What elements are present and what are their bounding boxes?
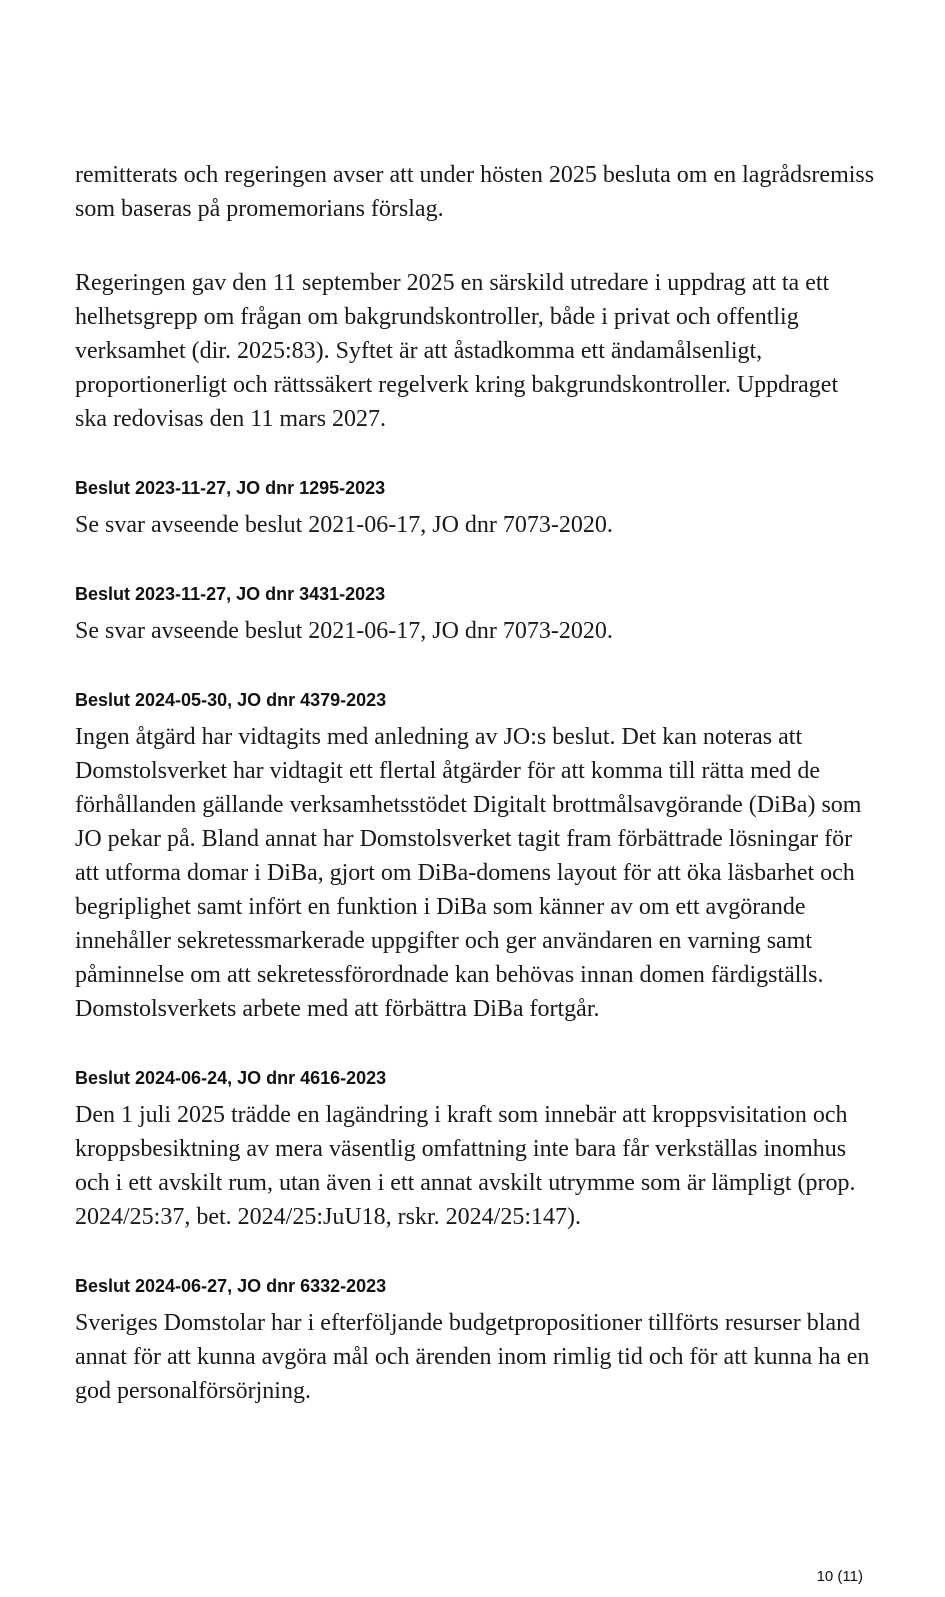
section-heading: Beslut 2023-11-27, JO dnr 3431-2023 [75, 584, 386, 604]
section-body: Se svar avseende beslut 2021-06-17, JO dnr 7073-2020. [75, 512, 613, 538]
intro-paragraph-1: remitterats och regeringen avser att under hösten 2025 besluta om en lagrådsremiss som baseras på promemorians förslag. [75, 162, 875, 222]
decision-section [75, 476, 875, 542]
section-body: Den 1 juli 2025 trädde en lagändring i kraft som innebär att kroppsvisitation och kroppsbesiktning av mera väsentlig omfattning inte bara får verkställas inomhus och i ett avskilt rum, utan även i ett annat avskilt utrymme som är lämpligt (prop. 2024/25:37, bet. 2024/25:JuU18, rskr. 2024/25:147). [75, 1102, 856, 1230]
section-heading: Beslut 2024-05-30, JO dnr 4379-2023 [75, 690, 387, 710]
section-body: Ingen åtgärd har vidtagits med anledning av JO:s beslut. Det kan noteras att Domstolsverket har vidtagit ett flertal åtgärder för att komma till rätta med de förhållanden gällande verksamhetsstödet Digitalt brottmålsavgörande (DiBa) som JO pekar på. Bland annat har Domstolsverket tagit fram förbättrade lösningar för att utforma domar i DiBa, gjort om DiBa-domens layout för att öka läsbarhet och begriplighet samt infört en funktion i DiBa som känner av om ett avgörande innehåller sekretessmarkerade uppgifter och ger användaren en varning samt påminnelse om att sekretessförordnade kan behövas innan domen färdigställs. Domstolsverkets arbete med att förbättra DiBa fortgår. [75, 724, 862, 1022]
page-content [75, 158, 875, 1448]
decision-section [75, 582, 875, 648]
decision-section [75, 688, 875, 1026]
decision-section [75, 1274, 875, 1408]
section-heading: Beslut 2024-06-24, JO dnr 4616-2023 [75, 1068, 387, 1088]
section-heading: Beslut 2023-11-27, JO dnr 1295-2023 [75, 478, 386, 498]
section-body: Sveriges Domstolar har i efterföljande budgetpropositioner tillförts resurser bland annat för att kunna avgöra mål och ärenden inom rimlig tid och för att kunna ha en god personalförsörjning. [75, 1310, 870, 1404]
decision-section [75, 1066, 875, 1234]
section-heading: Beslut 2024-06-27, JO dnr 6332-2023 [75, 1276, 387, 1296]
page-number: 10 (11) [816, 1568, 863, 1585]
section-body: Se svar avseende beslut 2021-06-17, JO dnr 7073-2020. [75, 618, 613, 644]
intro-paragraph-2: Regeringen gav den 11 september 2025 en särskild utredare i uppdrag att ta ett helhetsgrepp om frågan om bakgrundskontroller, både i privat och offentlig verksamhet (dir. 2025:83). Syftet är att åstadkomma ett ändamålsenligt, proportionerligt och rättssäkert regelverk kring bakgrundskontroller. Uppdraget ska redovisas den 11 mars 2027. [75, 270, 839, 432]
